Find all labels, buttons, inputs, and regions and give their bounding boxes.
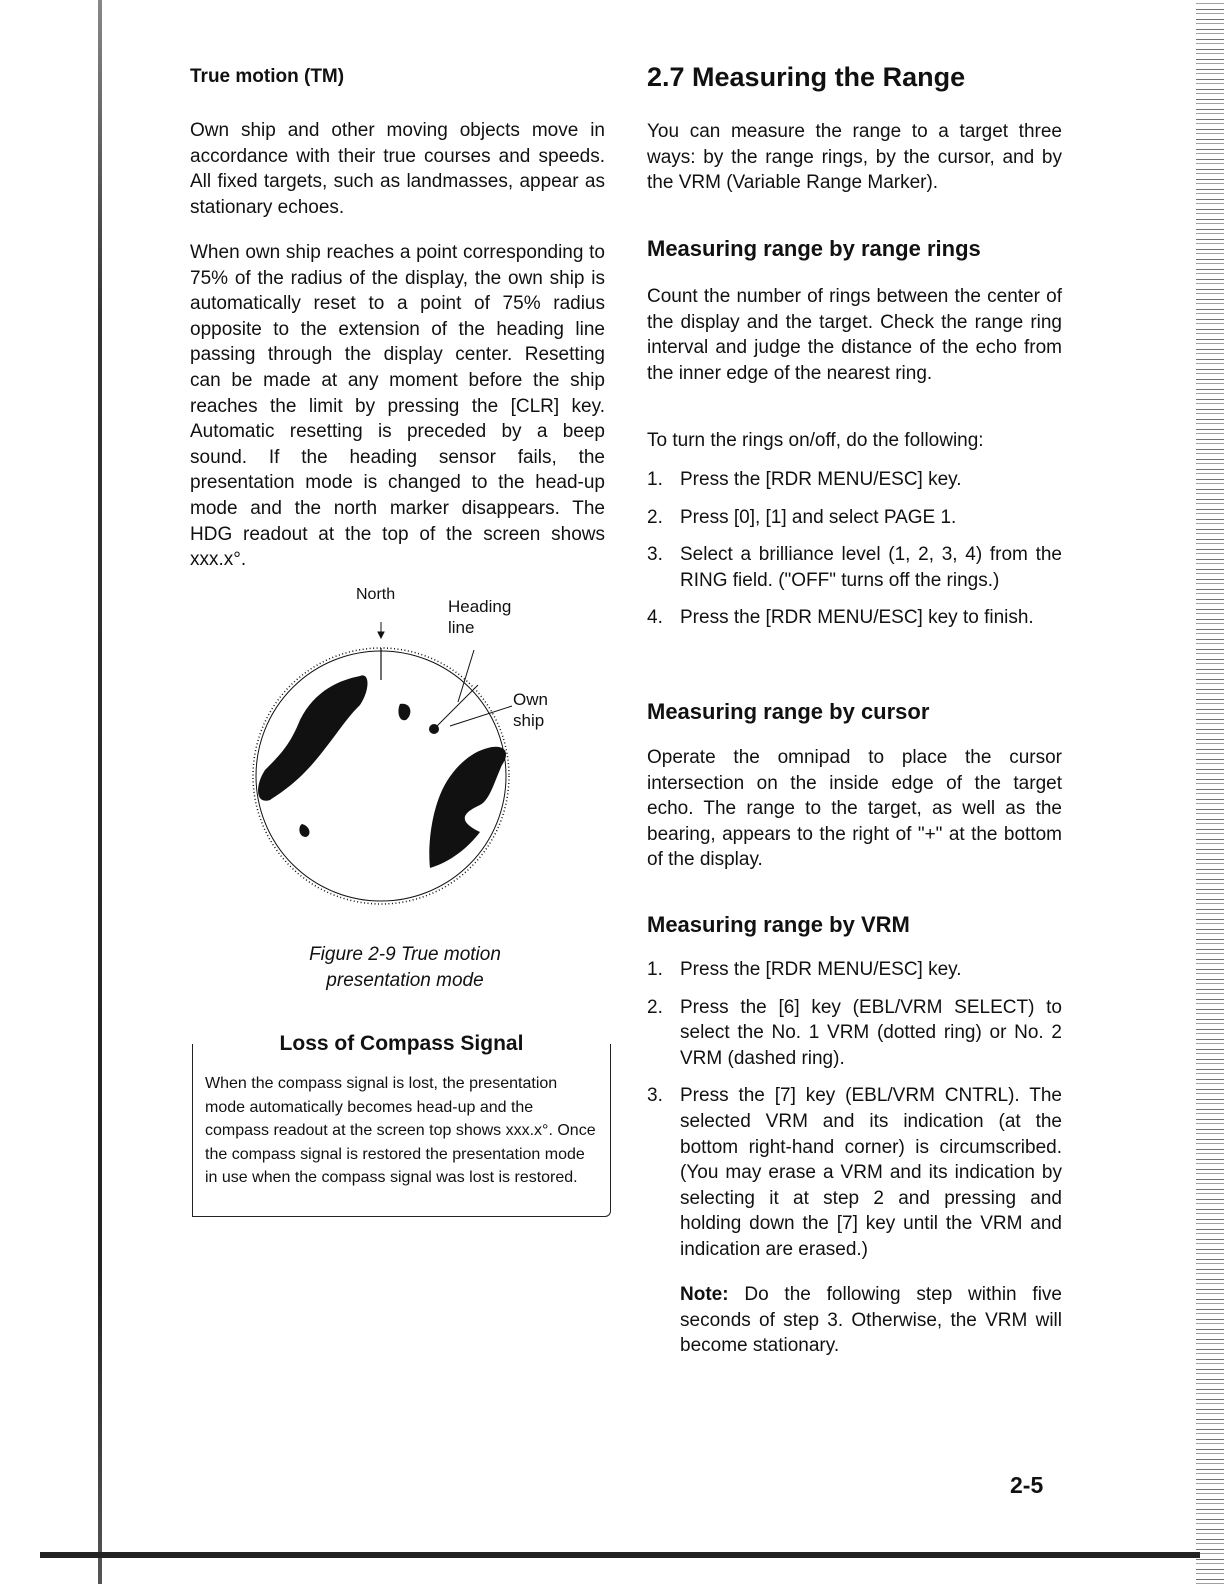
step-text: Press the [6] key (EBL/VRM SELECT) to select the No. 1 VRM (dotted ring) or No. 2 VRM (dashed ring). bbox=[680, 996, 1062, 1069]
step-number: 3. bbox=[647, 1085, 663, 1107]
vrm-steps bbox=[647, 957, 1062, 1275]
step-text: Press the [7] key (EBL/VRM CNTRL). The selected VRM and its indication (at the bottom right-hand corner) is circumscribed. (You may erase a VRM and its indication by selecting it at step 2 and pressing and holding down the [7] key until the VRM and indication are erased.) bbox=[680, 1085, 1062, 1260]
label-north: North bbox=[356, 586, 396, 603]
paragraph: Operate the omnipad to place the cursor intersection on the inside edge of the target echo. The range to the target, as well as the bearing, appears to the right of "+" at the bottom of the display. bbox=[647, 747, 1062, 871]
step bbox=[647, 995, 1062, 1072]
true-motion-para1 bbox=[190, 118, 605, 220]
vrm-note bbox=[680, 1282, 1062, 1359]
paragraph: When own ship reaches a point corresponding to 75% of the radius of the display, the own ship is automatically reset to a point of 75% radius opposite to the extension of the heading line passing through the display center. Resetting can be made at any moment before the ship reaches the limit by pressing the [CLR] key. Automatic resetting is preceded by a beep sound. If the heading sensor fails, the presentation mode is changed to the head-up mode and the north marker disappears. The HDG readout at the top of the screen shows xxx.x°. bbox=[190, 242, 605, 571]
step bbox=[647, 1083, 1062, 1262]
step bbox=[647, 467, 1062, 493]
subheading: Measuring range by cursor bbox=[647, 699, 930, 724]
step-number: 2. bbox=[647, 996, 663, 1018]
scan-bottom-edge bbox=[40, 1552, 1200, 1558]
step-number: 1. bbox=[647, 959, 663, 980]
step-text: Press the [RDR MENU/ESC] key. bbox=[680, 959, 962, 980]
paragraph: To turn the rings on/off, do the following: bbox=[647, 430, 984, 451]
step-text: Press [0], [1] and select PAGE 1. bbox=[680, 506, 957, 528]
label-heading-line: Heading line bbox=[448, 597, 512, 637]
figure-true-motion bbox=[240, 580, 580, 910]
step bbox=[647, 505, 1062, 531]
step-text: Select a brilliance level (1, 2, 3, 4) from the RING field. ("OFF" turns off the rings.) bbox=[680, 544, 1062, 591]
note-box-loss-of-compass bbox=[192, 1032, 611, 1217]
intro-para bbox=[647, 119, 1062, 196]
note-box-title-text: Loss of Compass Signal bbox=[246, 1032, 558, 1055]
step-number: 3. bbox=[647, 544, 663, 566]
rings-lead bbox=[647, 428, 1062, 454]
cursor-heading bbox=[647, 699, 929, 725]
radar-display-diagram bbox=[240, 580, 580, 910]
rings-para bbox=[647, 284, 1062, 386]
paragraph: Count the number of rings between the center of the display and the target. Check the range ring interval and judge the distance of the echo from the inner edge of the nearest ring. bbox=[647, 286, 1062, 384]
rings-heading bbox=[647, 236, 981, 262]
section-title-text: 2.7 Measuring the Range bbox=[647, 62, 966, 92]
step bbox=[647, 957, 1062, 983]
rings-steps bbox=[647, 467, 1062, 643]
step-number: 1. bbox=[647, 469, 663, 490]
figure-caption bbox=[240, 942, 570, 993]
note-box-body: When the compass signal is lost, the presentation mode automatically becomes head-up and the compass readout at the screen top shows xxx.x°. Once the compass signal is restored the presentation mode in use when the compass signal was lost is restored. bbox=[205, 1075, 596, 1186]
page-number: 2-5 bbox=[1010, 1472, 1044, 1498]
subheading: Measuring range by VRM bbox=[647, 912, 910, 937]
step-number: 2. bbox=[647, 506, 663, 528]
subheading: Measuring range by range rings bbox=[647, 236, 981, 261]
paragraph: Own ship and other moving objects move in accordance with their true courses and speeds. All fixed targets, such as landmasses, appear as stationary echoes. bbox=[190, 120, 605, 218]
label-own-ship: Own ship bbox=[513, 690, 548, 730]
caption-line: presentation mode bbox=[326, 969, 484, 991]
true-motion-para2 bbox=[190, 240, 605, 573]
note-text: Do the following step within five seconds of step 3. Otherwise, the VRM will become stationary. bbox=[680, 1284, 1062, 1357]
step-number: 4. bbox=[647, 607, 663, 629]
note-label: Note: bbox=[680, 1284, 729, 1305]
note-box-title bbox=[193, 1032, 610, 1056]
step bbox=[647, 542, 1062, 593]
scan-binding-edge bbox=[98, 0, 102, 1584]
cursor-para bbox=[647, 745, 1062, 873]
true-motion-heading bbox=[190, 66, 344, 88]
scan-page-edge bbox=[1196, 0, 1224, 1584]
step-text: Press the [RDR MENU/ESC] key. bbox=[680, 469, 962, 490]
heading-text: True motion (TM) bbox=[190, 66, 345, 87]
vrm-heading bbox=[647, 912, 910, 938]
caption-line: Figure 2-9 True motion bbox=[309, 944, 501, 965]
step bbox=[647, 605, 1062, 631]
step-text: Press the [RDR MENU/ESC] key to finish. bbox=[680, 607, 1034, 629]
paragraph: You can measure the range to a target three ways: by the range rings, by the cursor, and by the VRM (Variable Range Marker). bbox=[647, 121, 1062, 194]
section-title bbox=[647, 62, 965, 93]
